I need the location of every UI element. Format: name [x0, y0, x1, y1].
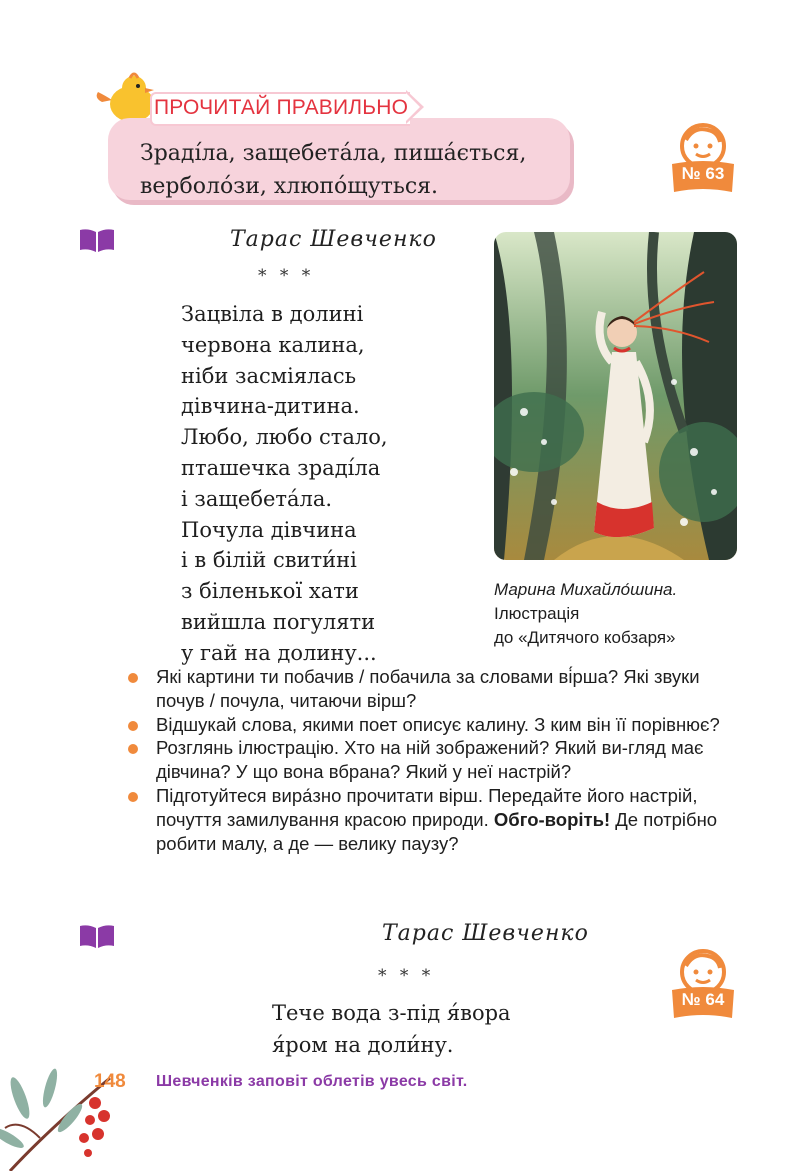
badge-number: № 63: [681, 164, 725, 183]
poem-author: Тарас Шевченко: [382, 921, 589, 946]
bullet-icon: [128, 673, 138, 683]
caption-author: Марина Михайло́шина.: [494, 580, 678, 599]
book-icon: [78, 228, 116, 252]
poem-line: Тече вода з-під я́вора: [272, 1001, 511, 1025]
poem-line: Зацвіла в долині: [181, 302, 364, 326]
poem-line: вийшла погуляти: [181, 609, 376, 634]
poem-line: і в білій свити́ні: [181, 548, 357, 573]
question-item: [128, 784, 748, 855]
poem-line: я́ром на доли́ну.: [272, 1033, 454, 1057]
caption-line: Ілюстрація: [494, 604, 580, 623]
bullet-icon: [128, 792, 138, 802]
poem-line: червона калина,: [181, 332, 365, 357]
question-item: [128, 736, 748, 784]
caption-line: до «Дитячого кобзаря»: [494, 628, 676, 647]
lesson-badge-64: [668, 946, 738, 1022]
poem-line: Почула дівчина: [181, 517, 357, 542]
poem-stars: * * *: [258, 266, 315, 286]
reading-child-icon: [668, 946, 738, 1022]
illustration-girl-in-forest: [494, 232, 737, 560]
poem-line: пташечка зраді́ла: [181, 455, 381, 480]
lesson-badge-63: [668, 120, 738, 196]
poem-line: дівчина-дитина.: [181, 394, 360, 419]
questions-list: [128, 665, 748, 855]
question-text: Відшукай слова, якими поет описує калину. З ким він її порівнює?: [156, 713, 720, 735]
question-text: Які картини ти побачив / побачила за словами ві́рша? Які звуки почув / почула, читаючи вірш?: [156, 666, 700, 711]
question-item: [128, 713, 748, 737]
illustration-caption: [494, 578, 677, 650]
banner-words: [140, 137, 560, 203]
poem-author: Тарас Шевченко: [230, 227, 437, 252]
poem-line: у гай на долину...: [181, 640, 377, 665]
page-number: 148: [94, 1071, 126, 1092]
banner-line-1: Зраді́ла, защебета́ла, пиша́ється,: [140, 141, 527, 166]
poem-stars: * * *: [378, 966, 435, 986]
question-bold-text: Обго-воріть!: [493, 808, 611, 830]
banner-title: ПРОЧИТАЙ ПРАВИЛЬНО: [154, 96, 409, 119]
banner-line-2: верболо́зи, хлюпо́щуться.: [140, 174, 439, 199]
section-title: Шевченків заповіт облетів увесь світ.: [156, 1073, 468, 1090]
bullet-icon: [128, 721, 138, 731]
question-text: Підготуйтеся вира́зно прочитати вірш. Передайте його настрій, почуття замилування красою природи.: [156, 784, 698, 830]
question-text: Розглянь ілюстрацію. Хто на ній зображений? Який ви-гляд має дівчина? У що вона вбрана? Який у неї настрій?: [156, 737, 704, 783]
question-item: [128, 665, 748, 713]
bullet-icon: [128, 744, 138, 754]
question-text: Де потрібно робити малу, а де — велику паузу?: [156, 808, 718, 854]
reading-child-icon: [668, 120, 738, 196]
poem-line: з біленької хати: [181, 579, 359, 604]
poem-text: [272, 997, 511, 1061]
poem-line: і защебета́ла.: [181, 486, 333, 511]
poem-line: ніби засміялась: [181, 363, 357, 388]
book-icon: [78, 924, 116, 948]
poem-line: Любо, любо стало,: [181, 425, 388, 450]
badge-number: № 64: [681, 990, 725, 1009]
poem-text: [181, 299, 388, 669]
